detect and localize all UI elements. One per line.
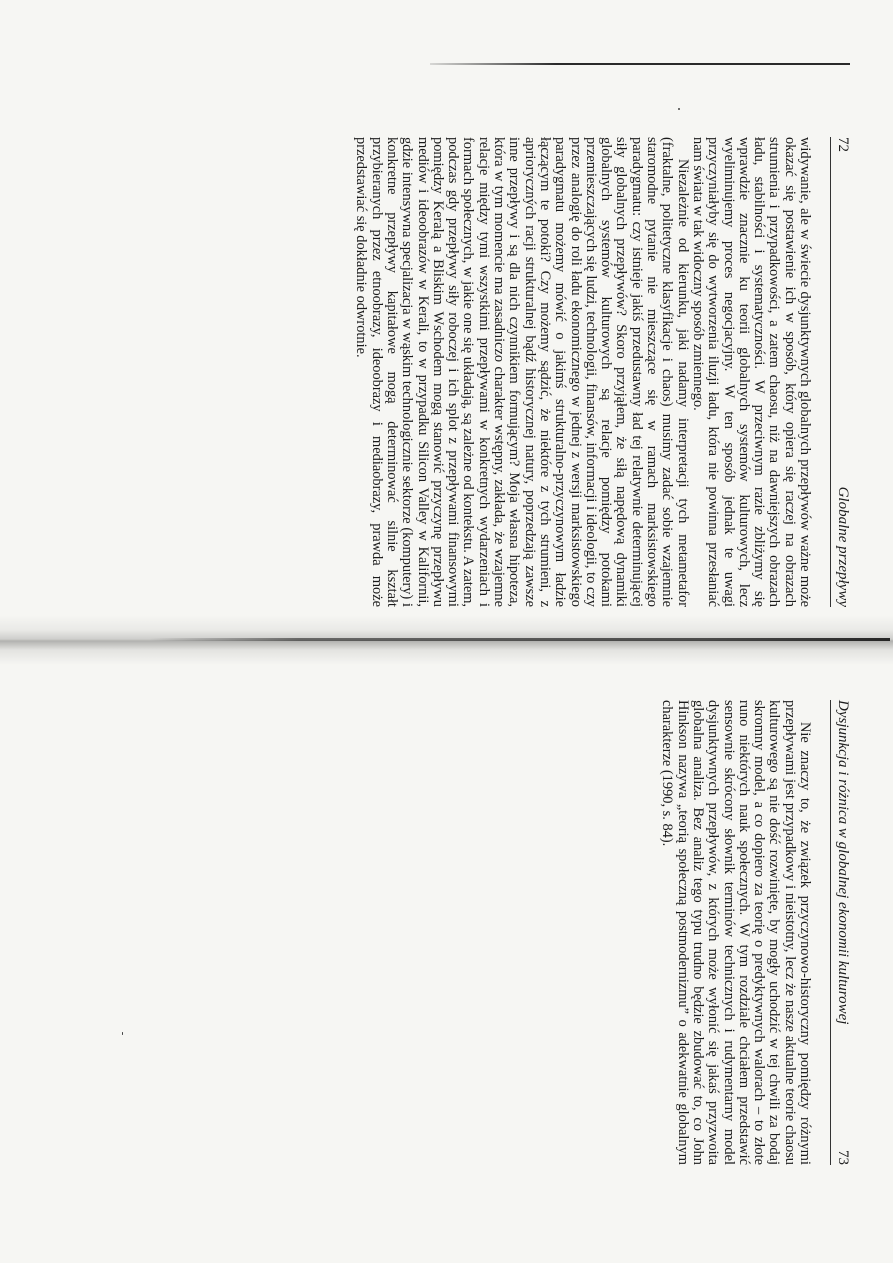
header-rule xyxy=(830,700,831,1165)
running-title: Globalne przepływy xyxy=(835,486,851,607)
scan-speck xyxy=(678,108,680,110)
paragraph: Niezależnie od kierunku, jaki nadamy interpretacji tych metametafor (fraktalne, politetyczne klasyfikacje i chaos) musimy zadać sobie wzajemnie staromodne pytanie nie mieszczące się w ramach marksistowskiego paradygmatu: czy istnieje jakiś przedustawny ład tej relatywnie determinującej siły globalnych przepływów? Skoro przyjąłem, że siłą napędową dynamiki globalnych systemów kulturowych są relacje pomiędzy potokami przemieszczających się ludzi, technologii, finansów, informacji i ideologii, to czy przez analogię do roli ładu ekonomicznego w jednej z wersji marksistowskiego paradygmatu możemy mówić o jakimś strukturalno-przyczynowym ładzie łączącym te potoki? Czy możemy sądzić, że niektóre z tych strumieni, z aprioryczných racji strukturalnej bądź historycznej natury, poprzedzają zawsze inne przepływy i są dla nich czynnikiem formującym? Moja własna hipoteza, która w tym momencie ma zasadniczo charakter wstępny, zakłada, że wzajemne relacje między tymi wszystkimi przepływami w konkretnych wydarzeniach i formach społecznych, w jakie one się układają, są zależne od kontekstu. A zatem, podczas gdy przepływy siły roboczej i ich splot z przepływami finansowymi pomiędzy Keralą a Bliskim Wschodem mogą stanowić przyczynę przepływu mediów i ideoobrazów w Kerali, to w przypadku Silicon Valley w Kalifornii, gdzie intensywna specjalizacja w wąskim technologicznie sektorze (komputery) i konkretne przepływy kapitałowe mogą determinować silnie kształt przybieranych przez etnoobrazy, ideoobrazy i mediaobrazy, prawda może przedstawiać się dokładnie odwrotnie. xyxy=(353,137,691,607)
running-title: Dysjunkcja i różnica w globalnej ekonomii kulturowej xyxy=(835,700,851,1025)
running-head xyxy=(830,700,852,1165)
paragraph: widywanie, ale w świecie dysjunktywnych globalnych przepływów ważne może okazać się postawienie ich w sposób, który opiera się raczej na obrazach strumienia i przypadkowości, a zatem chaosu, niż na dawniejszych obrazach ładu, stabilności i systematyczności. W przeciwnym razie zbliżymy się wprawdzie znacznie ku teorii globalnych systemów kulturowych, lecz wyeliminujemy proces negocjacyjny. W ten sposób jednak te uwagi przyczyniałyby się do wytworzenia iluzji ładu, która nie powinna przesłaniać nam świata w tak widoczny sposób zmiennego. xyxy=(689,137,813,607)
paragraph: Nie znaczy to, że związek przyczynowo-historyczny pomiędzy różnymi przepływami jest przypadkowy i nieistotny, lecz że nasze aktualne teorie chaosu kulturowego są nie dość rozwinięte, by mogły uchodzić w tej chwili za bodaj skromny model, a co dopiero za teorię o predyktywnych walorach – to złote runo niektórych nauk społecznych. W tym rozdziale chciałem przedstawić sensownie skrócony słownik terminów technicznych i rudymentarny model dysjunktywnych przepływów, z których może wyłonić się jakaś przyzwoita globalna analiza. Bez analiz tego typu trudno będzie zbudować to, co John Hinkson nazywa „teorią społeczną postmodernizmu” o adekwatnie globalnym charakterze (1990, s. 84). xyxy=(659,700,813,1165)
right-page xyxy=(92,700,852,1165)
page-body xyxy=(659,700,812,1165)
left-page xyxy=(92,137,852,607)
header-rule xyxy=(830,137,831,607)
book-gutter-line xyxy=(150,638,890,641)
page-number: 72 xyxy=(835,137,851,152)
page-72-block xyxy=(92,137,852,607)
page-body xyxy=(353,137,812,607)
scan-edge-rule xyxy=(430,63,850,65)
running-head xyxy=(830,137,852,607)
page-73-block xyxy=(92,700,852,1165)
page-number: 73 xyxy=(835,1150,851,1165)
